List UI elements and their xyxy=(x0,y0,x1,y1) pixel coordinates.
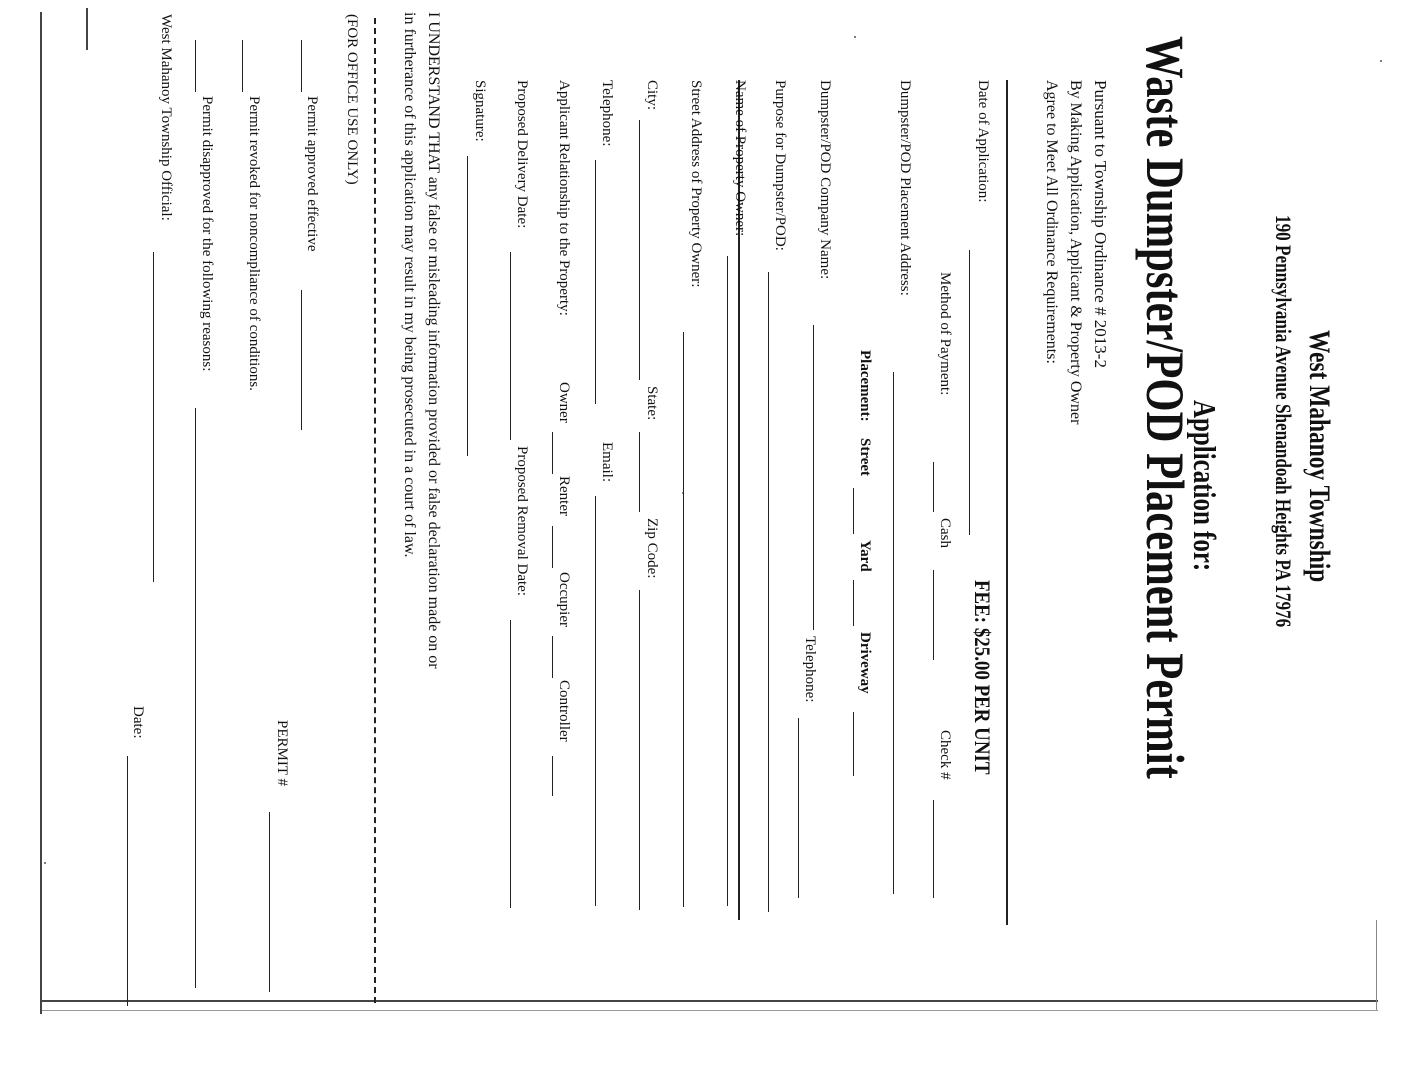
owner-name-field[interactable] xyxy=(727,256,728,906)
relationship-controller: Controller xyxy=(556,680,572,742)
form-title: Waste Dumpster/POD Placement Permit xyxy=(1135,36,1195,779)
driveway-checkbox-line[interactable] xyxy=(853,712,854,776)
approved-checkbox-line[interactable] xyxy=(301,40,302,92)
delivery-date-field[interactable] xyxy=(510,252,511,440)
owner-checkbox-line[interactable] xyxy=(552,432,553,474)
date-of-application-field[interactable] xyxy=(969,250,970,535)
owner-address-label: Street Address of Property Owner: xyxy=(688,80,704,288)
owner-address-field[interactable] xyxy=(683,332,684,907)
email-label: Email: xyxy=(599,442,615,482)
check-label: Check # xyxy=(937,730,953,780)
disapproved-reasons-field[interactable] xyxy=(195,408,196,988)
street-option: Street xyxy=(857,438,873,477)
placement-label: Placement: xyxy=(857,350,873,422)
statement-line-1: I UNDERSTAND THAT any false or misleading information provided or false declaration made on or xyxy=(425,12,442,669)
approved-label: Permit approved effective xyxy=(304,96,320,252)
purpose-label: Purpose for Dumpster/POD: xyxy=(772,80,788,251)
intro-rule xyxy=(1006,80,1008,925)
driveway-option: Driveway xyxy=(857,632,873,694)
signature-field[interactable] xyxy=(467,156,468,456)
permit-number-label: PERMIT # xyxy=(274,720,290,786)
check-number-field[interactable] xyxy=(933,800,934,898)
city-label: City: xyxy=(644,80,660,111)
controller-checkbox-line[interactable] xyxy=(552,756,553,796)
cash-label: Cash xyxy=(937,518,953,548)
check-line[interactable] xyxy=(933,570,934,660)
date-of-application-label: Date of Application: xyxy=(975,80,991,203)
permit-number-field[interactable] xyxy=(269,812,270,992)
intro-line-3: Agree to Meet All Ordinance Requirements: xyxy=(1043,80,1060,364)
email-field[interactable] xyxy=(595,496,596,906)
relationship-label: Applicant Relationship to the Property: xyxy=(556,80,572,316)
township-name: West Mahanoy Township xyxy=(1303,330,1336,583)
application-for-heading: Application for: xyxy=(1187,400,1223,572)
owner-name-label: Name of Property Owner: xyxy=(732,80,748,237)
township-address: 190 Pennsylvania Avenue Shenandoah Heights PA 17976 xyxy=(1271,215,1296,628)
zip-field[interactable] xyxy=(639,590,640,910)
yard-checkbox-line[interactable] xyxy=(853,580,854,626)
ordinance-text: Pursuant to Township Ordinance # 2013-2 xyxy=(1091,80,1110,368)
relationship-renter: Renter xyxy=(556,476,572,516)
renter-checkbox-line[interactable] xyxy=(552,526,553,568)
cash-checkbox-line[interactable] xyxy=(933,462,934,512)
approved-date-field[interactable] xyxy=(301,290,302,430)
company-telephone-label: Telephone: xyxy=(802,636,818,703)
occupier-checkbox-line[interactable] xyxy=(552,636,553,678)
revoked-checkbox-line[interactable] xyxy=(242,40,243,92)
placement-address-field[interactable] xyxy=(893,372,894,894)
office-use-heading: (FOR OFFICE USE ONLY) xyxy=(344,14,360,185)
official-signature-field[interactable] xyxy=(153,252,154,582)
removal-date-label: Proposed Removal Date: xyxy=(514,446,530,596)
company-name-field[interactable] xyxy=(813,325,814,630)
revoked-label: Permit revoked for noncompliance of conditions. xyxy=(246,96,262,391)
intro-line-2: By Making Application, Applicant & Property Owner xyxy=(1067,80,1084,425)
official-date-label: Date: xyxy=(130,706,146,739)
yard-option: Yard xyxy=(857,540,873,572)
purpose-field[interactable] xyxy=(768,272,769,912)
telephone-label: Telephone: xyxy=(599,80,615,147)
street-checkbox-line[interactable] xyxy=(853,488,854,534)
relationship-occupier: Occupier xyxy=(556,572,572,627)
official-label: West Mahanoy Township Official: xyxy=(158,14,174,221)
state-field[interactable] xyxy=(639,432,640,512)
relationship-owner: Owner xyxy=(556,382,572,423)
zip-label: Zip Code: xyxy=(644,518,660,579)
method-of-payment-label: Method of Payment: xyxy=(937,272,953,396)
delivery-date-label: Proposed Delivery Date: xyxy=(514,80,530,229)
placement-address-label: Dumpster/POD Placement Address: xyxy=(897,80,913,296)
disapproved-label: Permit disapproved for the following reasons: xyxy=(199,96,215,372)
office-divider xyxy=(374,18,376,1003)
official-date-field[interactable] xyxy=(127,756,128,1006)
fee-text: FEE: $25.00 PER UNIT xyxy=(970,580,995,775)
disapproved-checkbox-line[interactable] xyxy=(195,40,196,92)
telephone-field[interactable] xyxy=(595,160,596,404)
signature-label: Signature: xyxy=(472,80,488,142)
removal-date-field[interactable] xyxy=(510,620,511,908)
company-name-label: Dumpster/POD Company Name: xyxy=(817,80,833,280)
state-label: State: xyxy=(644,386,660,421)
company-telephone-field[interactable] xyxy=(798,718,799,898)
city-field[interactable] xyxy=(639,120,640,380)
statement-line-2: in furtherance of this application may result in my being prosecuted in a court of law. xyxy=(401,12,418,558)
